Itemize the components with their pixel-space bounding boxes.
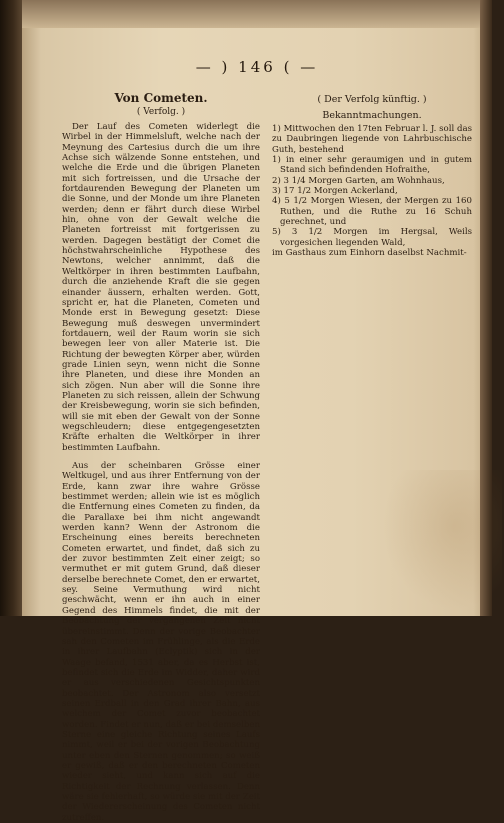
announcements-heading: Bekanntmachungen. bbox=[322, 110, 422, 121]
announcement-item: 5) 3 1/2 Morgen im Hergsal, Weils vorgesichen liegenden Wald, bbox=[272, 227, 472, 248]
article-paragraph-2: Aus der scheinbaren Grösse einer Weltkugel, und aus ihrer Entfernung von der Erde, kann zwar ihre wahre Grösse bestimmet werden; allein wie ist es möglich die Entfernung eines Cometen zu finden, da die Parallaxe bei ihm nicht angewandt werden kann? Wenn der Astronom die Erscheinung eines bereits berechneten Cometen erwartet, und findet, daß sich zu der zuvor bestimmten Zeit einer zeigt; so vermuthet er mit gutem Grund, daß dieser derselbe berechnete Comet, den er erwartet, sey. Seine Vermuthung wird nicht geschwächt, wenn er ihn auch in einer Gegend des Himmels findet, die mit der Beobachtung der vergangenen Zeit nicht übereinstimmt. Denn der vorige Beobachter sah den Cometen im Frühlinge, als die Erde in ihrer Laufbahn (Eclyptik) sich in der Waage befand, 1531 aber, da es Herbst ist, befindet sich die Erde im Widder, daher wird er aus verschiedenen Gesichtspunkten beobachtet. Der Astronom also versetzt seinen Erdball in den Grad ihrer Bahn, aus welchem der Comet zuvor beobachtet worden. Findet er nun, daß er bei demselben Sterne eine gleiche Richtung seines Laufs nimmt, weil er bei der vorigen Beobachtung unter eben den Sternen genommen; so weiß er gewiß, daß er den berechneten Cometen wieder sieht, und kann sich auf die Richtigkeit der Rechnung verlassen. Denn wäre sie fehlerhaft, so würde sie mit der Zeit der Wiedererscheinung des Cometen nicht zutreffen. bbox=[62, 461, 260, 823]
announcement-closing: im Gasthaus zum Einhorn daselbst Nachmit- bbox=[272, 248, 467, 259]
book-gutter bbox=[0, 0, 22, 616]
announcement-intro: 1) Mittwochen den 17ten Februar l. J. soll das zu Daubringen liegende von Lahrbuschische Guth, bestehend bbox=[272, 124, 472, 155]
article-title: Von Cometen. bbox=[114, 91, 208, 105]
page-top-shadow bbox=[22, 0, 492, 28]
article-continuation-note: ( Der Verfolg künftig. ) bbox=[317, 94, 427, 105]
page-edge bbox=[480, 0, 492, 616]
page-number: — ) 146 ( — bbox=[195, 58, 319, 76]
announcement-item: 1) in einer sehr geraumigen und in gutem Stand sich befindenden Hofraithe, bbox=[272, 155, 472, 176]
left-column bbox=[62, 90, 260, 823]
right-column bbox=[272, 90, 472, 258]
announcement-item: 2) 3 1/4 Morgen Garten, am Wohnhaus, bbox=[272, 175, 445, 186]
article-paragraph-1: Der Lauf des Cometen widerlegt die Wirbel in der Himmelsluft, welche nach der Meynung des Cartesius durch die um ihre Achse sich wälzende Sonne entstehen, und welche die Erde und die übrigen Planeten mit sich fortreissen, und die Ursache der fortdaurenden Bewegung der Planeten um die Sonne, und der Monde um ihre Planeten werden; denn er fährt durch diese Wirbel hin, ohne von der Gewalt welche die Planeten fortreisst mit fortgerissen zu werden. Dagegen bestätigt der Comet die höchstwahrscheinliche Hypothese des Newtons, welcher annimmt, daß die Weltkörper in ihren bestimmten Laufbahn, durch die anziehende Kraft die sie gegen einander äussern, erhalten werden. Gott, spricht er, hat die Planeten, Cometen und Monde erst in Bewegung gesetzt: Diese Bewegung muß deswegen unvermindert fortdauern, weil der Raum worin sie sich bewegen leer von aller Materie ist. Die Richtung der bewegten Körper aber, würden grade Linien seyn, wenn nicht die Sonne ihre Planeten, und diese ihre Monden an sich zögen. Nun aber will die Sonne ihre Planeten zu sich reissen, allein der Schwung der Kreisbewegung, worin sie sich befinden, will sie mit eben der Gewalt von der Sonne wegschleudern; diese entgegengesetzten Kräfte erhalten die Weltkörper in ihrer bestimmten Laufbahn. bbox=[62, 122, 260, 453]
article-subtitle: ( Verfolg. ) bbox=[136, 107, 186, 117]
book-page bbox=[22, 0, 492, 823]
announcement-item: 3) 17 1/2 Morgen Ackerland, bbox=[272, 186, 398, 197]
announcement-item: 4) 5 1/2 Morgen Wiesen, der Mergen zu 160 Ruthen, und die Ruthe zu 16 Schuh gerechnet, und bbox=[272, 196, 472, 228]
